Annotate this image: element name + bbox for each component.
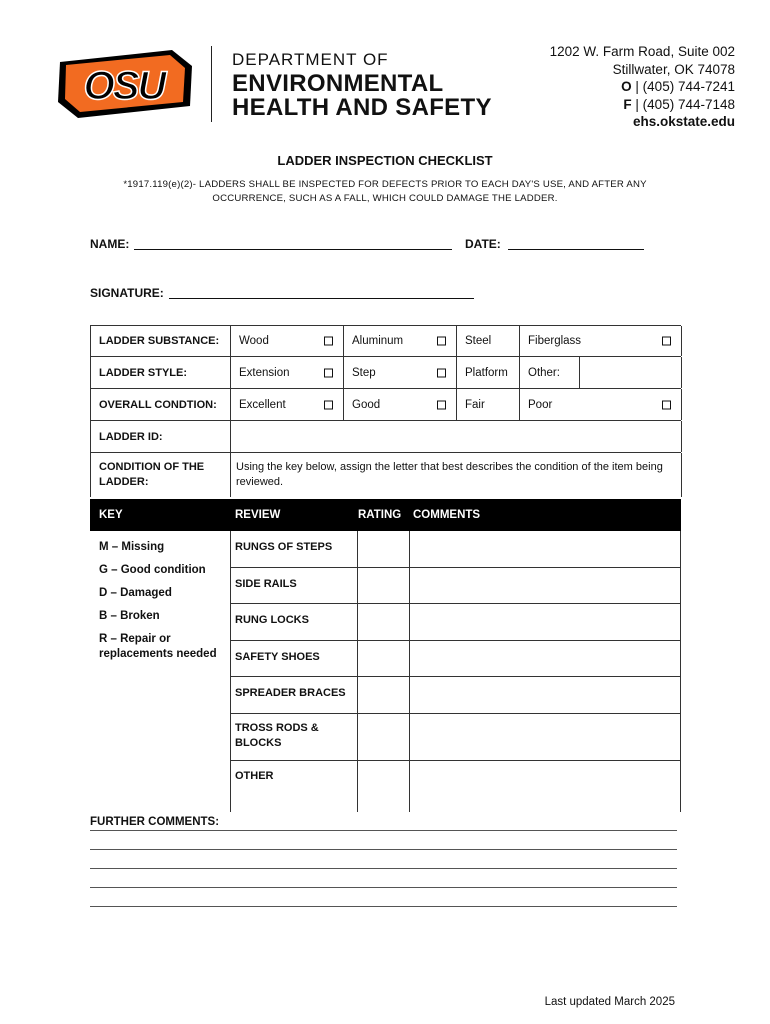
comment-cell[interactable] <box>410 531 681 567</box>
key-damaged: D – Damaged <box>99 587 172 599</box>
comment-cell[interactable] <box>410 604 681 640</box>
review-item-label: RUNGS OF STEPS <box>235 541 333 553</box>
checkbox-step[interactable] <box>437 368 446 377</box>
style-label: LADDER STYLE: <box>91 357 231 388</box>
ladder-id-field[interactable] <box>231 421 682 452</box>
checkbox-wood[interactable] <box>324 337 333 346</box>
header-rating: RATING <box>358 509 402 521</box>
form-title: LADDER INSPECTION CHECKLIST <box>277 153 493 168</box>
ladder-condition-row <box>91 453 681 497</box>
signature-field[interactable] <box>169 298 474 299</box>
form-subtitle: *1917.119(e)(2)- LADDERS SHALL BE INSPECTED FOR DEFECTS PRIOR TO EACH DAY'S USE, AND AFTER ANY OCCURRENCE, SUCH AS A FALL, WHICH COULD DAMAGE THE LADDER. <box>123 179 647 204</box>
review-item-label: SPREADER BRACES <box>235 687 346 700</box>
option-step[interactable]: Step <box>344 357 457 388</box>
review-item-label: SIDE RAILS <box>235 577 297 590</box>
name-label: NAME: <box>90 237 130 251</box>
header-divider <box>211 46 212 122</box>
name-field[interactable] <box>134 249 452 250</box>
condition-label: OVERALL CONDTION: <box>91 389 231 420</box>
contact-block <box>550 43 735 131</box>
review-row-rung-locks <box>231 604 681 641</box>
address-line2: Stillwater, OK 74078 <box>612 61 735 77</box>
header-key: KEY <box>99 509 123 521</box>
review-item-label: SAFETY SHOES <box>235 650 320 663</box>
comment-cell[interactable] <box>410 714 681 760</box>
option-excellent[interactable]: Excellent <box>231 389 344 420</box>
comment-cell[interactable] <box>410 568 681 604</box>
comment-line[interactable] <box>90 906 677 907</box>
signature-label: SIGNATURE: <box>90 286 164 300</box>
option-wood[interactable]: Wood <box>231 326 344 356</box>
review-row-safety-shoes <box>231 641 681 678</box>
review-row-side-rails <box>231 568 681 605</box>
key-missing: M – Missing <box>99 541 165 553</box>
dept-title-line1: DEPARTMENT OF <box>232 50 389 69</box>
rating-cell[interactable] <box>357 604 410 640</box>
comment-cell[interactable] <box>410 641 681 677</box>
website-link[interactable]: ehs.okstate.edu <box>632 114 735 130</box>
option-poor[interactable]: Poor <box>520 389 682 420</box>
comment-line[interactable] <box>90 868 677 869</box>
key-repair: R – Repair or replacements needed <box>99 633 217 660</box>
option-steel[interactable]: Steel <box>457 326 520 356</box>
header-review: REVIEW <box>235 509 281 521</box>
style-row <box>91 357 681 389</box>
further-comments-label: FURTHER COMMENTS: <box>90 816 220 828</box>
checkbox-poor[interactable] <box>662 400 671 409</box>
comment-line[interactable] <box>90 887 677 888</box>
checkbox-fiberglass[interactable] <box>662 337 671 346</box>
option-platform[interactable]: Platform <box>457 357 520 388</box>
review-row-other <box>231 761 681 812</box>
option-fiberglass[interactable]: Fiberglass <box>520 326 682 356</box>
date-field[interactable] <box>508 249 644 250</box>
rating-cell[interactable] <box>357 761 410 812</box>
option-good[interactable]: Good <box>344 389 457 420</box>
option-other[interactable]: Other: <box>520 357 580 388</box>
last-updated: Last updated March 2025 <box>544 996 675 1008</box>
rating-cell[interactable] <box>357 531 410 567</box>
ladder-id-label: LADDER ID: <box>91 421 231 452</box>
review-row-tross-rods <box>231 714 681 761</box>
ladder-condition-label: CONDITION OF THE LADDER: <box>91 453 231 497</box>
checkbox-excellent[interactable] <box>324 400 333 409</box>
logo-text: OSU <box>83 64 165 108</box>
comment-line[interactable] <box>90 830 677 831</box>
date-label: DATE: <box>465 237 501 251</box>
dept-title-line2: ENVIRONMENTAL <box>232 70 444 97</box>
checkbox-good[interactable] <box>437 400 446 409</box>
substance-row <box>91 326 681 357</box>
osu-logo <box>54 44 196 124</box>
review-row-spreader-braces <box>231 677 681 714</box>
key-broken: B – Broken <box>99 610 160 622</box>
address-line1: 1202 W. Farm Road, Suite 002 <box>549 44 735 59</box>
review-item-label: OTHER <box>235 769 274 782</box>
ladder-id-row <box>91 421 681 453</box>
header-comments: COMMENTS <box>413 509 481 521</box>
condition-row <box>91 389 681 421</box>
ladder-condition-instructions: Using the key below, assign the letter that best describes the condition of the item being reviewed. <box>231 453 682 497</box>
comment-cell[interactable] <box>410 677 681 713</box>
checkbox-aluminum[interactable] <box>437 337 446 346</box>
comment-line[interactable] <box>90 849 677 850</box>
ladder-info-grid <box>90 325 681 497</box>
rating-cell[interactable] <box>357 677 410 713</box>
option-extension[interactable]: Extension <box>231 357 344 388</box>
review-table <box>230 531 681 812</box>
review-row-rungs <box>231 531 681 568</box>
review-item-label: RUNG LOCKS <box>235 614 309 627</box>
rating-cell[interactable] <box>357 714 410 760</box>
review-header-bar <box>90 499 681 531</box>
key-good: G – Good condition <box>99 564 206 576</box>
substance-label: LADDER SUBSTANCE: <box>91 326 231 356</box>
dept-title-line3: HEALTH AND SAFETY <box>232 94 492 121</box>
option-fair[interactable]: Fair <box>457 389 520 420</box>
comment-cell[interactable] <box>410 761 681 812</box>
fax-phone: F | (405) 744-7148 <box>623 96 735 112</box>
review-item-label: TROSS RODS & BLOCKS <box>235 721 319 749</box>
other-style-field[interactable] <box>580 357 682 388</box>
office-phone: O | (405) 744-7241 <box>621 79 735 95</box>
option-aluminum[interactable]: Aluminum <box>344 326 457 356</box>
rating-cell[interactable] <box>357 568 410 604</box>
checkbox-extension[interactable] <box>324 368 333 377</box>
rating-cell[interactable] <box>357 641 410 677</box>
